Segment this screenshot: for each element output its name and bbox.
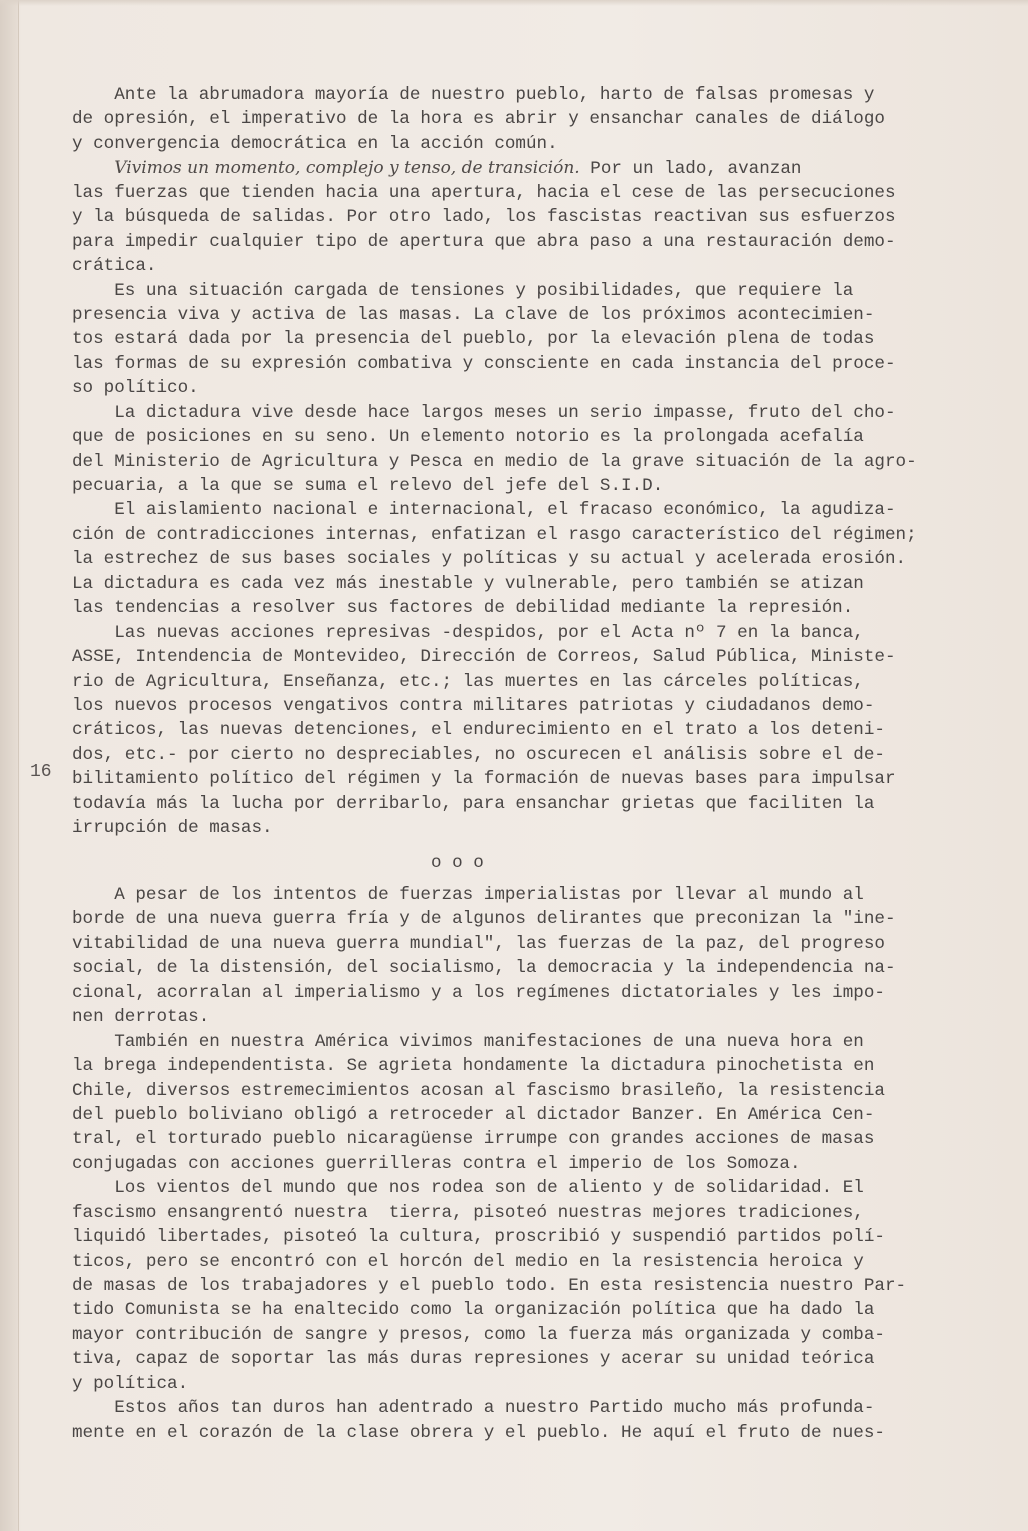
text-line: mente en el corazón de la clase obrera y el pueblo. He aquí el fruto de nues- xyxy=(72,1422,885,1443)
text-line: ción de contradicciones internas, enfatizan el rasgo característico del régimen; xyxy=(72,524,917,545)
text-line: de masas de los trabajadores y el pueblo todo. En esta resistencia nuestro Par- xyxy=(72,1276,907,1296)
text-line-with-italic xyxy=(72,156,1014,180)
page-number: 16 xyxy=(30,762,52,782)
text-line: liquidó libertades, pisoteó la cultura, proscribió y suspendió partidos polí- xyxy=(72,1227,885,1248)
text-line: y la búsqueda de salidas. Por otro lado, los fascistas reactivan sus esfuerzos xyxy=(72,207,896,228)
document-body xyxy=(72,83,1014,1445)
text-line: A pesar de los intentos de fuerzas imperialistas por llevar al mundo al xyxy=(72,885,864,905)
italic-line-tail: Por un lado, avanzan xyxy=(579,159,802,180)
text-line: Las nuevas acciones represivas -despidos, por el Acta nº 7 en la banca, xyxy=(72,622,864,643)
text-line: tos estará dada por la presencia del pueblo, por la elevación plena de todas xyxy=(72,329,875,350)
text-line: social, de la distensión, del socialismo, la democracia y la independencia na- xyxy=(72,958,896,979)
text-line: Los vientos del mundo que nos rodea son de aliento y de solidaridad. El xyxy=(72,1178,864,1199)
text-line: vitabilidad de una nueva guerra mundial", las fuerzas de la paz, del progreso xyxy=(72,933,885,954)
text-line: la estrechez de sus bases sociales y políticas y su actual y acelerada erosión. xyxy=(72,549,907,570)
text-line: dos, etc.- por cierto no despreciables, no oscurecen el análisis sobre el de- xyxy=(72,744,885,765)
text-line: Chile, diversos estremecimientos acosan al fascismo brasileño, la resistencia xyxy=(72,1080,885,1101)
text-line: del pueblo boliviano obligó a retroceder al dictador Banzer. En América Cen- xyxy=(72,1104,875,1125)
text-line: que de posiciones en su seno. Un elemento notorio es la prolongada acefalía xyxy=(72,427,864,448)
text-line: Es una situación cargada de tensiones y posibilidades, que requiere la xyxy=(72,280,854,301)
text-line: pecuaria, a la que se suma el relevo del jefe del S.I.D. xyxy=(72,476,664,496)
text-line: y política. xyxy=(72,1373,189,1394)
text-line: También en nuestra América vivimos manifestaciones de una nueva hora en xyxy=(72,1031,864,1052)
text-line: para impedir cualquier tipo de apertura que abra paso a una restauración demo- xyxy=(72,231,896,252)
text-line: El aislamiento nacional e internacional, el fracaso económico, la agudiza- xyxy=(72,500,896,521)
text-line: cráticos, las nuevas detenciones, el endurecimiento en el trato a los deteni- xyxy=(72,720,885,741)
separator-mark: o o o xyxy=(430,852,484,873)
text-line: y convergencia democrática en la acción común. xyxy=(72,133,558,154)
text-line: nen derrotas. xyxy=(72,1007,210,1028)
text-line: La dictadura vive desde hace largos meses un serio impasse, fruto del cho- xyxy=(72,402,896,423)
text-line: so político. xyxy=(72,378,199,399)
text-line: presencia viva y activa de las masas. La clave de los próximos acontecimien- xyxy=(72,304,875,325)
text-line: crática. xyxy=(72,256,157,277)
binding-edge xyxy=(0,0,19,1531)
text-line: del Ministerio de Agricultura y Pesca en medio de la grave situación de la agro- xyxy=(72,451,917,472)
text-line: Estos años tan duros han adentrado a nuestro Partido mucho más profunda- xyxy=(72,1398,875,1419)
text-line: las tendencias a resolver sus factores de debilidad mediante la represión. xyxy=(72,598,854,619)
text-line: bilitamiento político del régimen y la formación de nuevas bases para impulsar xyxy=(72,769,896,790)
text-line: conjugadas con acciones guerrilleras contra el imperio de los Somoza. xyxy=(72,1153,801,1174)
text-line: las formas de su expresión combativa y consciente en cada instancia del proce- xyxy=(72,353,896,374)
text-line: La dictadura es cada vez más inestable y vulnerable, pero también se atizan xyxy=(72,573,864,594)
text-line: las fuerzas que tienden hacia una apertura, hacia el cese de las persecuciones xyxy=(72,182,896,203)
text-line: todavía más la lucha por derribarlo, para ensanchar grietas que faciliten la xyxy=(72,793,875,814)
text-line: ticos, pero se encontró con el horcón del medio en la resistencia heroica y xyxy=(72,1251,864,1272)
text-line: tiva, capaz de soportar las más duras represiones y acerar su unidad teórica xyxy=(72,1349,875,1370)
text-line: irrupción de masas. xyxy=(72,818,273,839)
section-separator xyxy=(72,851,1014,875)
text-line: cional, acorralan al imperialismo y a los regímenes dictatoriales y les impo- xyxy=(72,982,885,1003)
text-line: tido Comunista se ha enaltecido como la organización política que ha dado la xyxy=(72,1300,875,1321)
text-line: tral, el torturado pueblo nicaragüense irrumpe con grandes acciones de masas xyxy=(72,1129,875,1150)
text-line: de opresión, el imperativo de la hora es abrir y ensanchar canales de diálogo xyxy=(72,109,885,130)
separator-indent xyxy=(72,853,431,873)
text-line: Ante la abrumadora mayoría de nuestro pueblo, harto de falsas promesas y xyxy=(72,85,875,105)
text-line: mayor contribución de sangre y presos, como la fuerza más organizada y comba- xyxy=(72,1324,885,1345)
text-line: fascismo ensangrentó nuestra tierra, pisoteó nuestras mejores tradiciones, xyxy=(72,1202,864,1223)
text-line: borde de una nueva guerra fría y de algunos delirantes que preconizan la "ine- xyxy=(72,909,896,930)
text-line: los nuevos procesos vengativos contra militares patriotas y ciudadanos demo- xyxy=(72,695,875,716)
text-line: la brega independentista. Se agrieta hondamente la dictadura pinochetista en xyxy=(72,1056,875,1077)
italic-phrase: Vivimos un momento, complejo y tenso, de transición. xyxy=(114,158,580,179)
text-line: rio de Agricultura, Enseñanza, etc.; las muertes en las cárceles políticas, xyxy=(72,671,864,692)
top-edge-shadow xyxy=(0,0,1028,6)
indent xyxy=(72,159,114,179)
text-line: ASSE, Intendencia de Montevideo, Dirección de Correos, Salud Pública, Ministe- xyxy=(72,647,896,668)
